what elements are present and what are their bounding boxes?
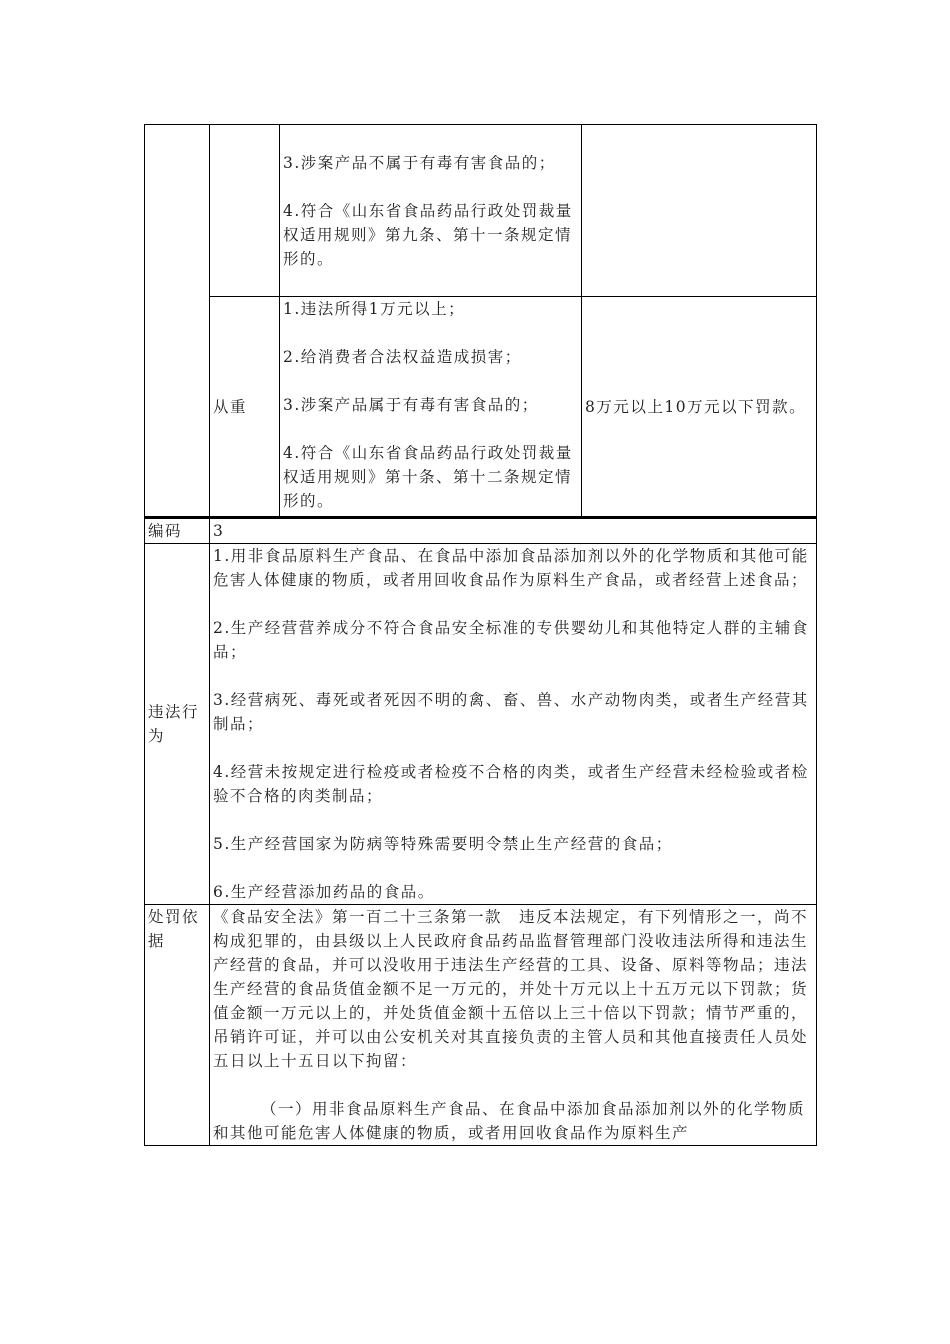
- penalty-text: 8万元以上10万元以下罚款。: [582, 297, 817, 517]
- violation-item: 6.生产经营添加药品的食品。: [213, 883, 435, 901]
- level-cell: [210, 125, 280, 297]
- criteria-item: 4.符合《山东省食品药品行政处罚裁量权适用规则》第九条、第十一条规定情形的。: [283, 202, 573, 268]
- code-value: 3: [210, 518, 817, 544]
- basis-label: 处罚依据: [145, 905, 210, 1146]
- document-page: [144, 124, 816, 1146]
- criteria-item: 3.涉案产品不属于有毒有害食品的；: [283, 154, 556, 172]
- criteria-item: 4.符合《山东省食品药品行政处罚裁量权适用规则》第十条、第十二条规定情形的。: [283, 444, 573, 510]
- record-table: [144, 517, 817, 1146]
- basis-row: [145, 905, 817, 1146]
- basis-paragraph: （一）用非食品原料生产食品、在食品中添加食品添加剂以外的化学物质和其他可能危害人体健康的物质，或者用回收食品作为原料生产: [213, 1100, 806, 1142]
- violation-item: 1.用非食品原料生产食品、在食品中添加食品添加剂以外的化学物质和其他可能危害人体健康的物质，或者用回收食品作为原料生产食品，或者经营上述食品；: [213, 547, 809, 589]
- violation-list: [210, 544, 817, 905]
- blank-cell: [145, 125, 210, 517]
- discretion-table: [144, 124, 817, 517]
- basis-text: [210, 905, 817, 1146]
- violation-label: 违法行为: [145, 544, 210, 905]
- criteria-item: 2.给消费者合法权益造成损害；: [283, 348, 522, 366]
- table-row: [145, 297, 817, 517]
- criteria-cell: [280, 297, 582, 517]
- penalty-cell: [582, 125, 817, 297]
- table-row: [145, 125, 817, 297]
- violation-row: [145, 544, 817, 905]
- violation-item: 2.生产经营营养成分不符合食品安全标准的专供婴幼儿和其他特定人群的主辅食品；: [213, 619, 809, 661]
- violation-item: 4.经营未按规定进行检疫或者检疫不合格的肉类，或者生产经营未经检验或者检验不合格的肉类制品；: [213, 763, 809, 805]
- violation-item: 3.经营病死、毒死或者死因不明的禽、畜、兽、水产动物肉类，或者生产经营其制品；: [213, 691, 809, 733]
- code-row: [145, 518, 817, 544]
- criteria-item: 1.违法所得1万元以上；: [283, 300, 466, 318]
- violation-item: 5.生产经营国家为防病等特殊需要明令禁止生产经营的食品；: [213, 835, 673, 853]
- criteria-item: 3.涉案产品属于有毒有害食品的；: [283, 396, 539, 414]
- criteria-cell: [280, 125, 582, 297]
- level-label: 从重: [210, 297, 280, 517]
- basis-paragraph: 《食品安全法》第一百二十三条第一款 违反本法规定，有下列情形之一，尚不构成犯罪的，由县级以上人民政府食品药品监督管理部门没收违法所得和违法生产经营的食品，并可以没收用于违法生产经营的工具、设备、原料等物品；违法生产经营的食品货值金额不足一万元的，并处十万元以上十五万元以下罚款；货值金额一万元以上的，并处货值金额十五倍以上三十倍以下罚款；情节严重的，吊销许可证，并可以由公安机关对其直接负责的主管人员和其他直接责任人员处五日以上十五日以下拘留：: [213, 908, 809, 1070]
- code-label: 编码: [145, 518, 210, 544]
